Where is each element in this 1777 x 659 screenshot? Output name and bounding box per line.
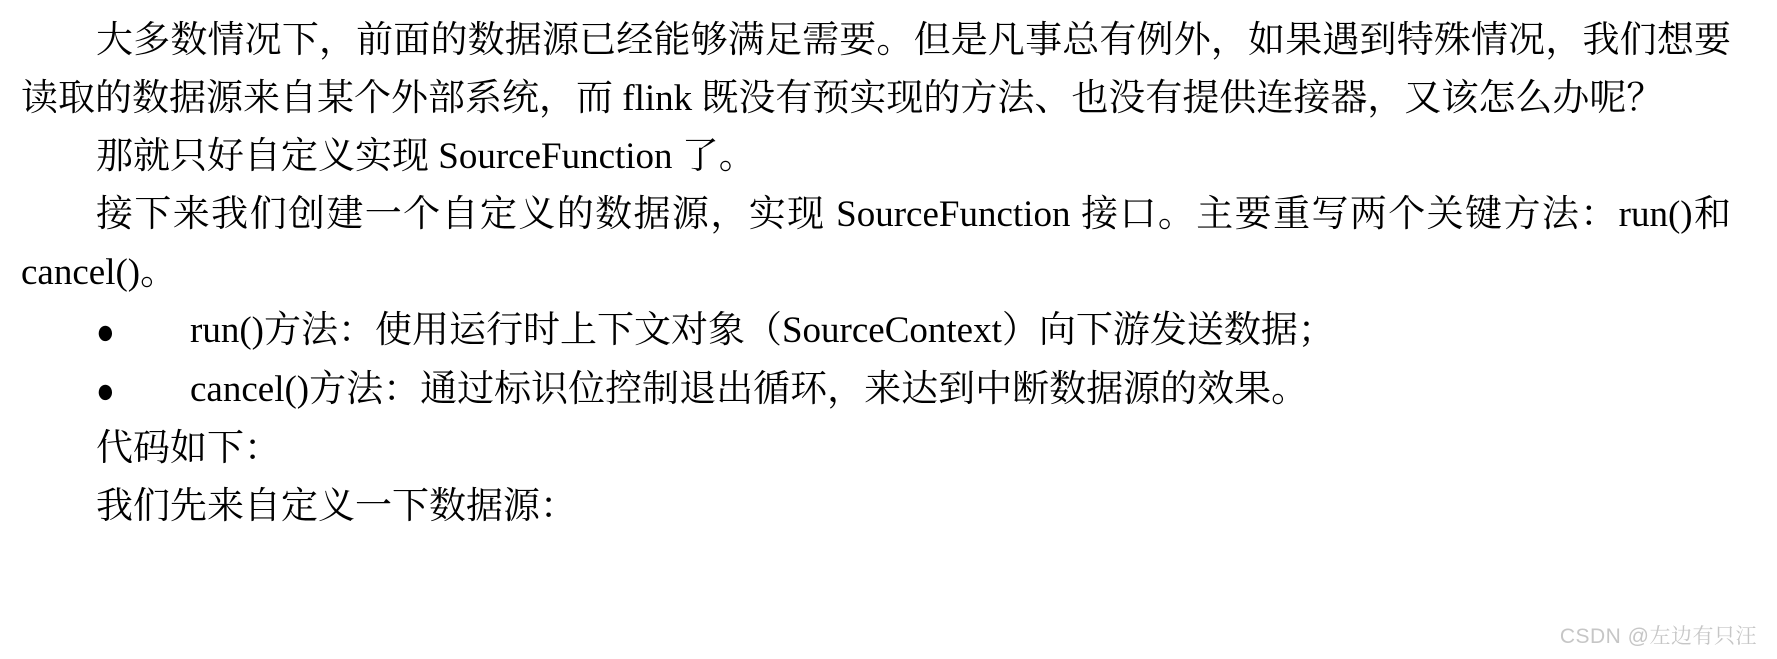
bullet-icon: ● [96, 370, 115, 411]
paragraph-intro-external-source: 大多数情况下，前面的数据源已经能够满足需要。但是凡事总有例外，如果遇到特殊情况，我们想要读取的数据源来自某个外部系统，而 flink 既没有预实现的方法、也没有提供连接器，又该怎么办呢？ [21, 20, 1731, 119]
paragraph-custom-sourcefunction: 那就只好自定义实现 SourceFunction 了。 [96, 136, 756, 177]
bullet-icon: ● [96, 311, 115, 352]
bullet-item-run-method [21, 302, 1731, 361]
bullet-item-run-method-text: run()方法：使用运行时上下文对象（SourceContext）向下游发送数据； [190, 310, 1335, 351]
paragraph-create-custom-source: 接下来我们创建一个自定义的数据源，实现 SourceFunction 接口。主要重写两个关键方法：run()和 cancel()。 [21, 194, 1731, 293]
csdn-watermark: CSDN @左边有只汪 [1559, 625, 1757, 648]
bullet-item-cancel-method [21, 361, 1731, 420]
paragraph-code-follows: 代码如下： [96, 428, 281, 469]
bullet-item-cancel-method-text: cancel()方法：通过标识位控制退出循环，来达到中断数据源的效果。 [190, 369, 1309, 410]
paragraph-define-source-first: 我们先来自定义一下数据源： [96, 486, 577, 527]
